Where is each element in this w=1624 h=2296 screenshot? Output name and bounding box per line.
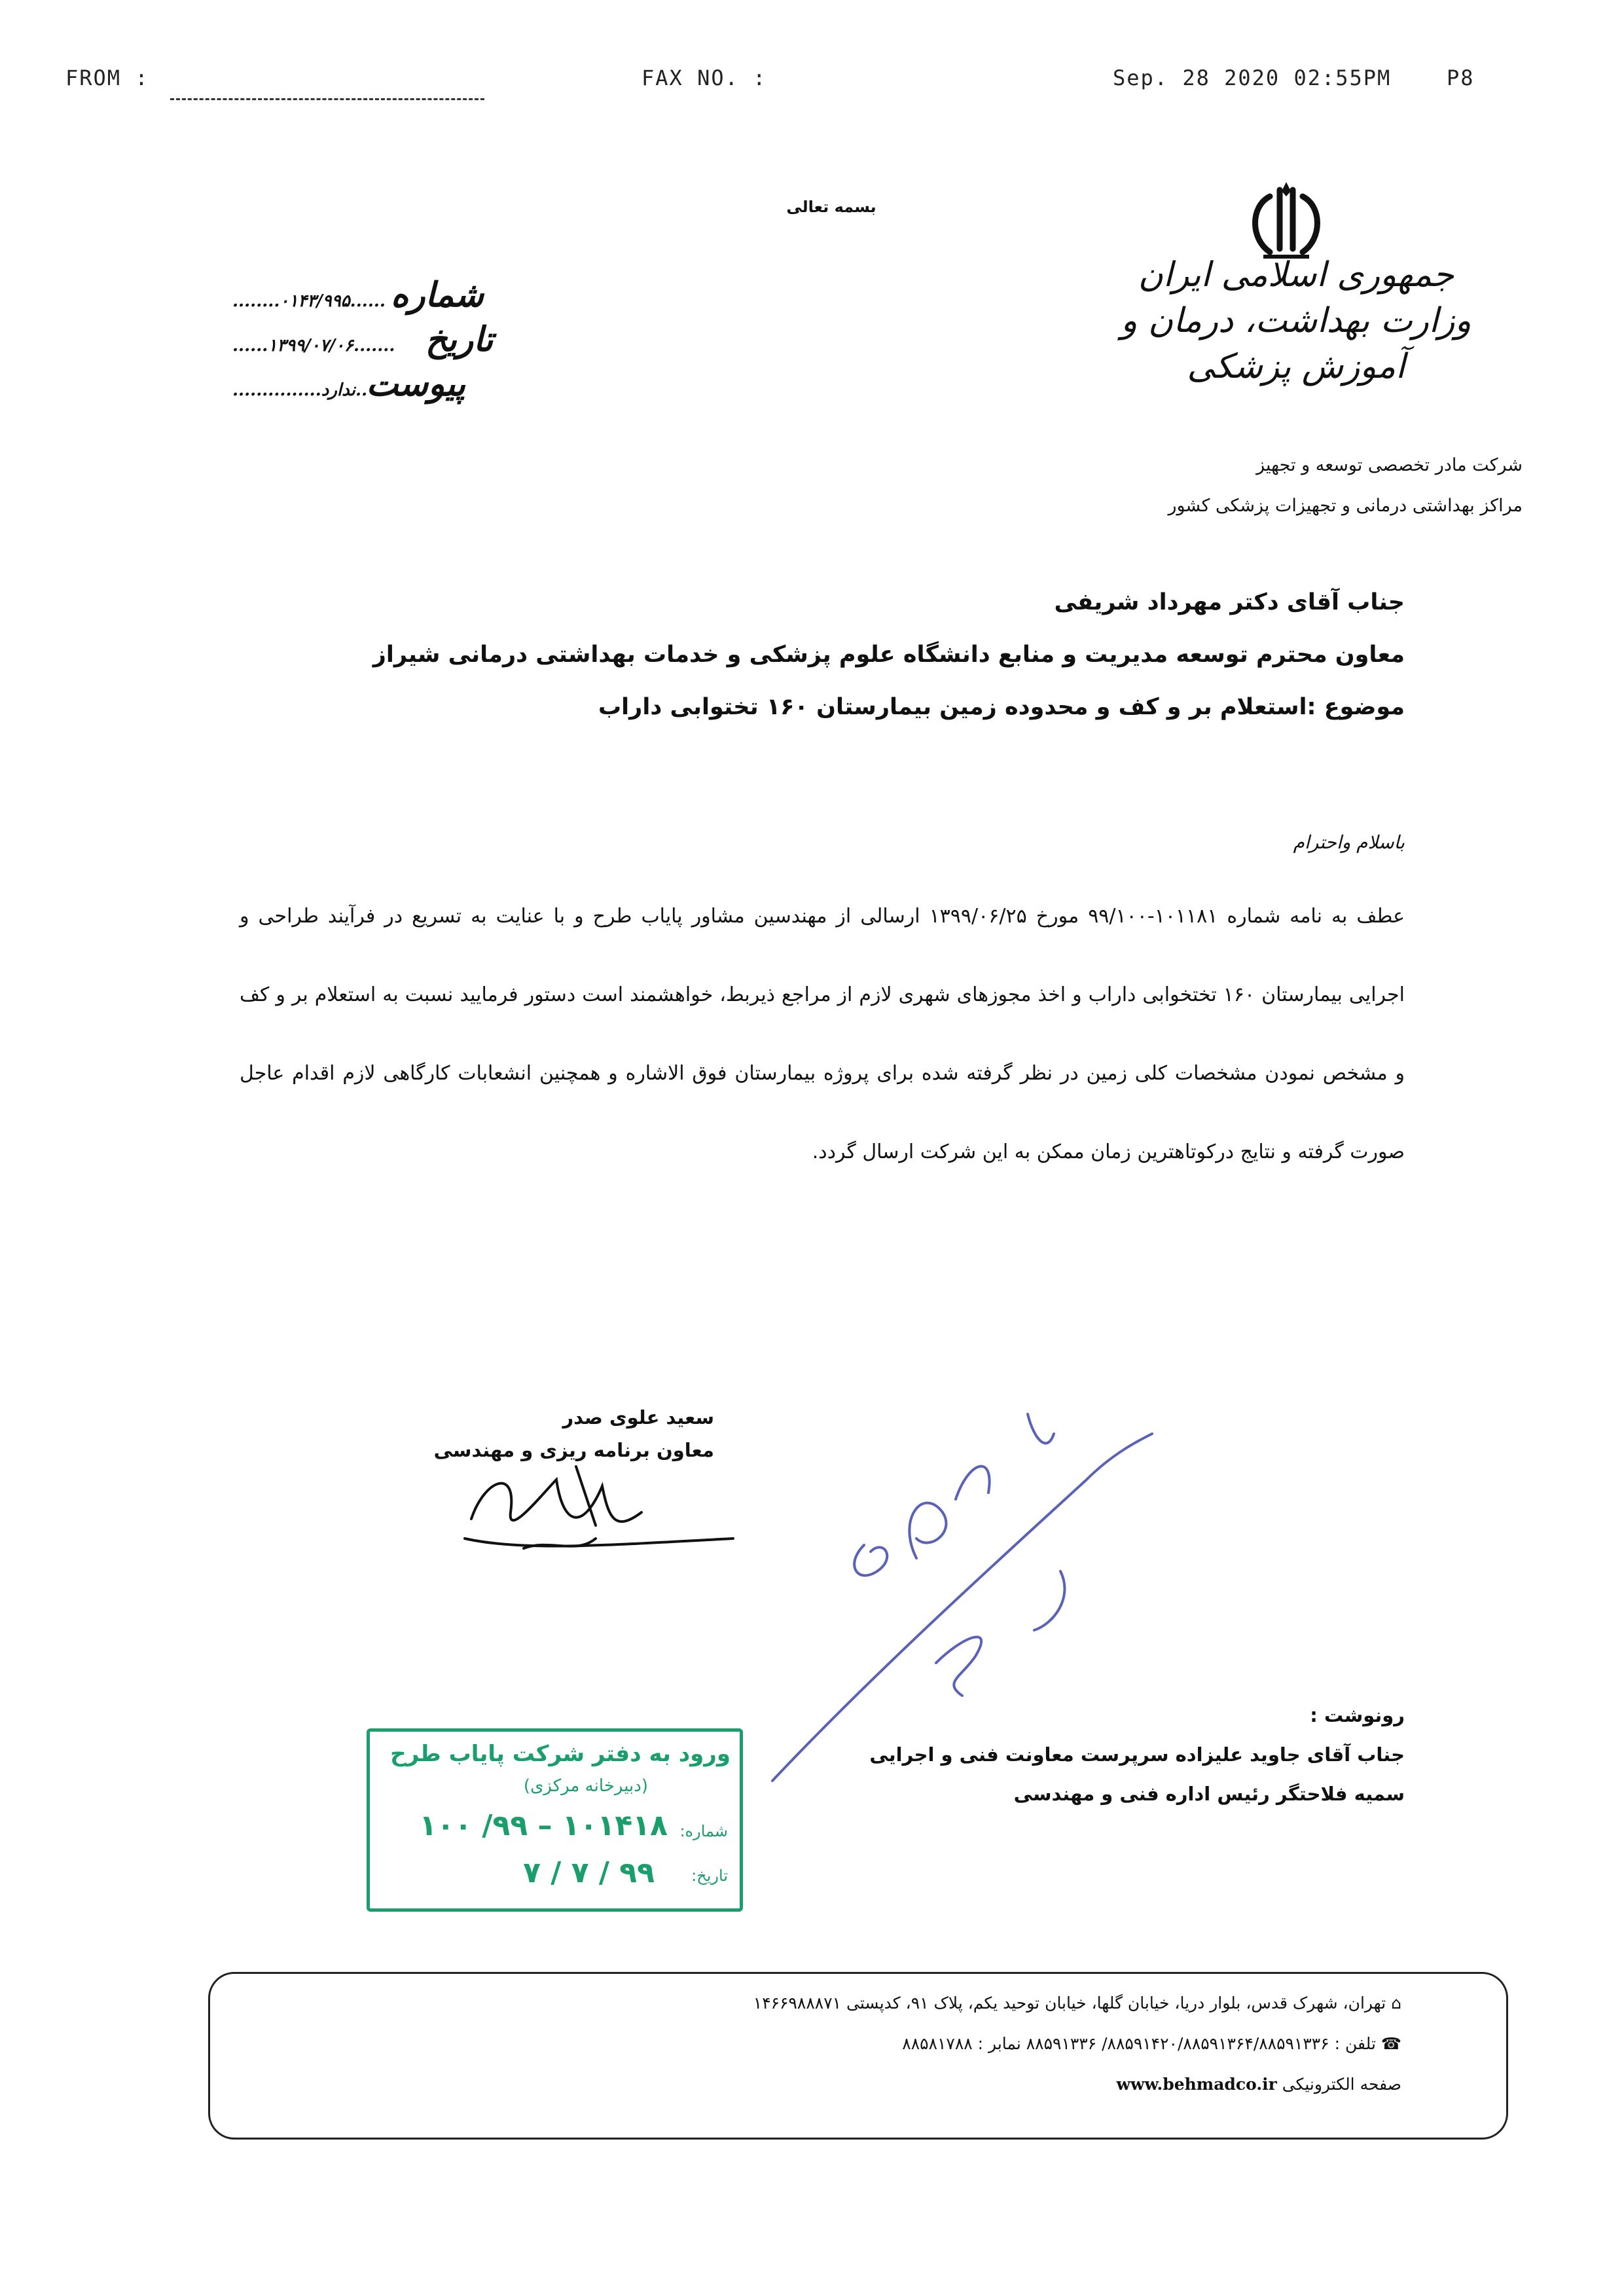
letter-body-text: عطف به نامه شماره ۱۰۱۱۸۱-۹۹/۱۰۰ مورخ ۱۳۹۹/۰۶/۲۵ ارسالی از مهندسین مشاور پایاب طرح و با عنایت به تسریع در فرآیند طراحی و اجرایی بیمارستان ۱۶۰ تختخوابی داراب و اخذ مجوزهای شهری لازم از مراجع ذیربط، خواهشمند است دستور فرمایید نسبت به استعلام بر و کف و مشخص نمودن مشخصات کلی زمین در نظر گرفته شده برای پروژه بیمارستان فوق الاشاره و همچنین انشعابات کارگاهی لازم اقدام عاجل صورت گرفته و نتایج درکوتاهترین زمان ممکن به این شرکت ارسال گردد. (240, 905, 1405, 1163)
footer-website-link[interactable]: www.behmadco.ir (1116, 2075, 1277, 2094)
stamp-subtitle: (دبیرخانه مرکزی) (523, 1776, 648, 1796)
cc-label: رونوشت : (1310, 1704, 1405, 1726)
fax-number-label: FAX NO. : (641, 65, 767, 90)
stamp-number-label: شماره: (679, 1822, 728, 1840)
signer-title: معاون برنامه ریزی و مهندسی (433, 1439, 714, 1461)
stamp-title: ورود به دفتر شرکت پایاب طرح (390, 1741, 731, 1767)
ministry-line-1: جمهوری اسلامی ایران (1138, 255, 1454, 295)
stamp-date-value: ۹۹ / ۷ / ۷ (523, 1856, 655, 1889)
letter-attachment-value: ..ندارد............... (232, 380, 368, 400)
signer-name: سعید علوی صدر (562, 1406, 714, 1429)
organization-block (1168, 445, 1523, 526)
addressee-block (373, 576, 1405, 733)
footer-phones (902, 2034, 1401, 2053)
organization-line-1: شرکت مادر تخصصی توسعه و تجهیز (1256, 455, 1523, 475)
footer-contact-box (208, 1972, 1508, 2140)
footer-phones-text: تلفن : ۸۸۵۹۱۴۲۰/۸۸۵۹۱۳۶۴/۸۸۵۹۱۳۳۶/ ۸۸۵۹۱۳۳۶ نمابر : ۸۸۵۸۱۷۸۸ (902, 2034, 1376, 2053)
home-icon: ⌂ (1386, 1994, 1401, 2013)
cc-line-1: جناب آقای جاوید علیزاده سرپرست معاونت فنی و اجرایی (869, 1743, 1405, 1766)
fax-from-label: FROM : (65, 65, 149, 90)
letter-number-value: ........۰۱۴۳/۹۹۵...... (232, 291, 386, 311)
letter-attachment-row (232, 364, 560, 409)
organization-line-2: مراکز بهداشتی درمانی و تجهیزات پزشکی کشور (1168, 496, 1523, 516)
footer-website-label: صفحه الکترونیکی (1282, 2075, 1401, 2094)
footer-website (1116, 2075, 1401, 2094)
letter-subject: موضوع :استعلام بر و کف و محدوده زمین بیمارستان ۱۶۰ تختوابی داراب (598, 694, 1405, 720)
signature-scribble (445, 1440, 746, 1571)
ministry-name (1113, 252, 1479, 390)
addressee-position: معاون محترم توسعه مدیریت و منابع دانشگاه علوم پزشکی و خدمات بهداشتی درمانی شیراز (372, 642, 1405, 668)
letter-number-row (232, 275, 560, 319)
letter-number-label: شماره (391, 275, 484, 315)
ministry-line-2: وزارت بهداشت، درمان و آموزش پزشکی (1121, 301, 1471, 387)
letter-date-label: تاریخ (425, 319, 494, 359)
fax-page: P8 (1447, 65, 1475, 90)
letter-body (240, 877, 1405, 1192)
received-stamp (367, 1728, 743, 1912)
letter-date-row (232, 319, 560, 364)
cc-block (869, 1696, 1405, 1813)
footer-address (753, 1994, 1401, 2013)
addressee-name: جناب آقای دکتر مهرداد شریفی (1054, 589, 1405, 615)
letter-attachment-label: پیوست (366, 364, 466, 404)
footer-address-text: تهران، شهرک قدس، بلوار دریا، خیابان گلها، خیابان توحید یکم، پلاک ۹۱، کدپستی ۱۴۶۶۹۸۸۸۷۱ (753, 1994, 1386, 2013)
greeting: باسلام واحترام (1293, 831, 1405, 853)
stamp-date-label: تاریخ: (691, 1867, 728, 1885)
fax-from-line (170, 98, 484, 100)
letter-meta-block (232, 275, 560, 409)
fax-timestamp: Sep. 28 2020 02:55PM (1113, 65, 1392, 90)
basmala: بسمه تعالی (786, 198, 876, 216)
phone-icon: ☎ (1375, 2034, 1401, 2053)
cc-line-2: سمیه فلاحتگر رئیس اداره فنی و مهندسی (1013, 1783, 1405, 1805)
letter-date-value: ......۱۳۹۹/۰۷/۰۶....... (232, 336, 395, 355)
stamp-number-value: ۱۰۱۴۱۸ – ۹۹/ ۱۰۰ (419, 1809, 668, 1842)
